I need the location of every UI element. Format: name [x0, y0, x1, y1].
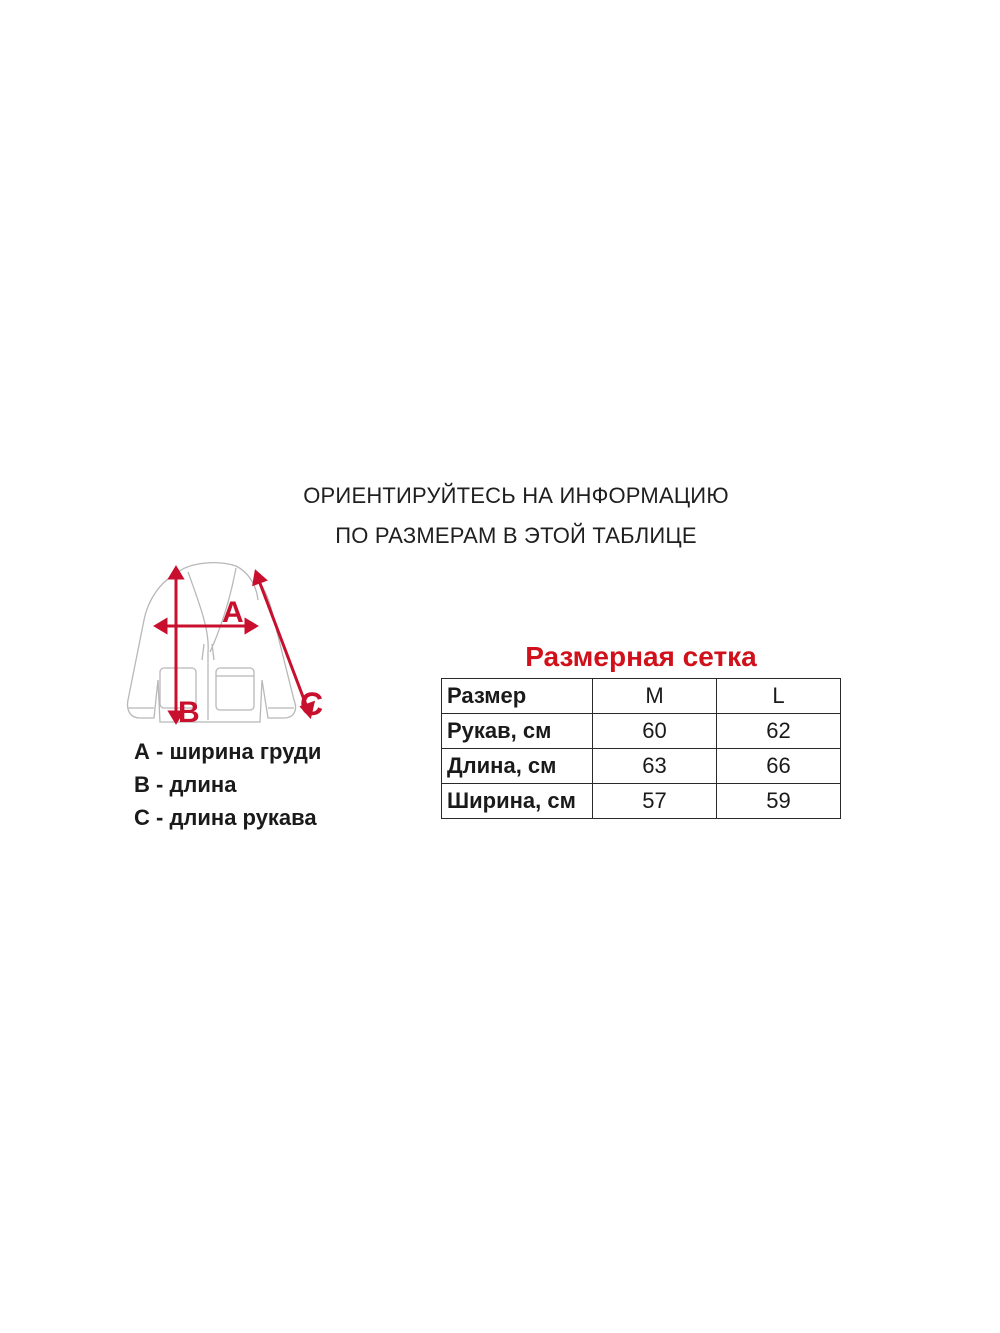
table-row	[442, 679, 841, 714]
table-cell-header-label: Размер	[442, 679, 593, 714]
intro-line-2: ПО РАЗМЕРАМ В ЭТОЙ ТАБЛИЦЕ	[335, 523, 697, 548]
table-cell-value: 59	[717, 784, 841, 819]
table-row	[442, 784, 841, 819]
legend-chest-width: А - ширина груди	[134, 739, 322, 764]
table-cell-label: Длина, см	[442, 749, 593, 784]
table-cell-size-l: L	[717, 679, 841, 714]
table-cell-size-m: M	[593, 679, 717, 714]
legend-length: В - длина	[134, 772, 237, 797]
intro-line-1: ОРИЕНТИРУЙТЕСЬ НА ИНФОРМАЦИЮ	[303, 483, 729, 508]
table-cell-value: 66	[717, 749, 841, 784]
measure-label-a: A	[222, 596, 244, 629]
measure-label-b: B	[178, 696, 200, 729]
jacket-diagram	[118, 560, 338, 730]
jacket-drawing	[118, 560, 338, 730]
table-cell-value: 63	[593, 749, 717, 784]
table-cell-value: 62	[717, 714, 841, 749]
table-cell-label: Рукав, см	[442, 714, 593, 749]
jacket-outline	[128, 563, 296, 722]
size-table-title: Размерная сетка	[525, 641, 757, 672]
measure-label-c: C	[300, 686, 324, 722]
table-row	[442, 749, 841, 784]
table-row	[442, 714, 841, 749]
size-table	[441, 678, 841, 819]
legend-sleeve-length: С - длина рукава	[134, 805, 317, 830]
table-cell-label: Ширина, см	[442, 784, 593, 819]
table-cell-value: 57	[593, 784, 717, 819]
table-cell-value: 60	[593, 714, 717, 749]
